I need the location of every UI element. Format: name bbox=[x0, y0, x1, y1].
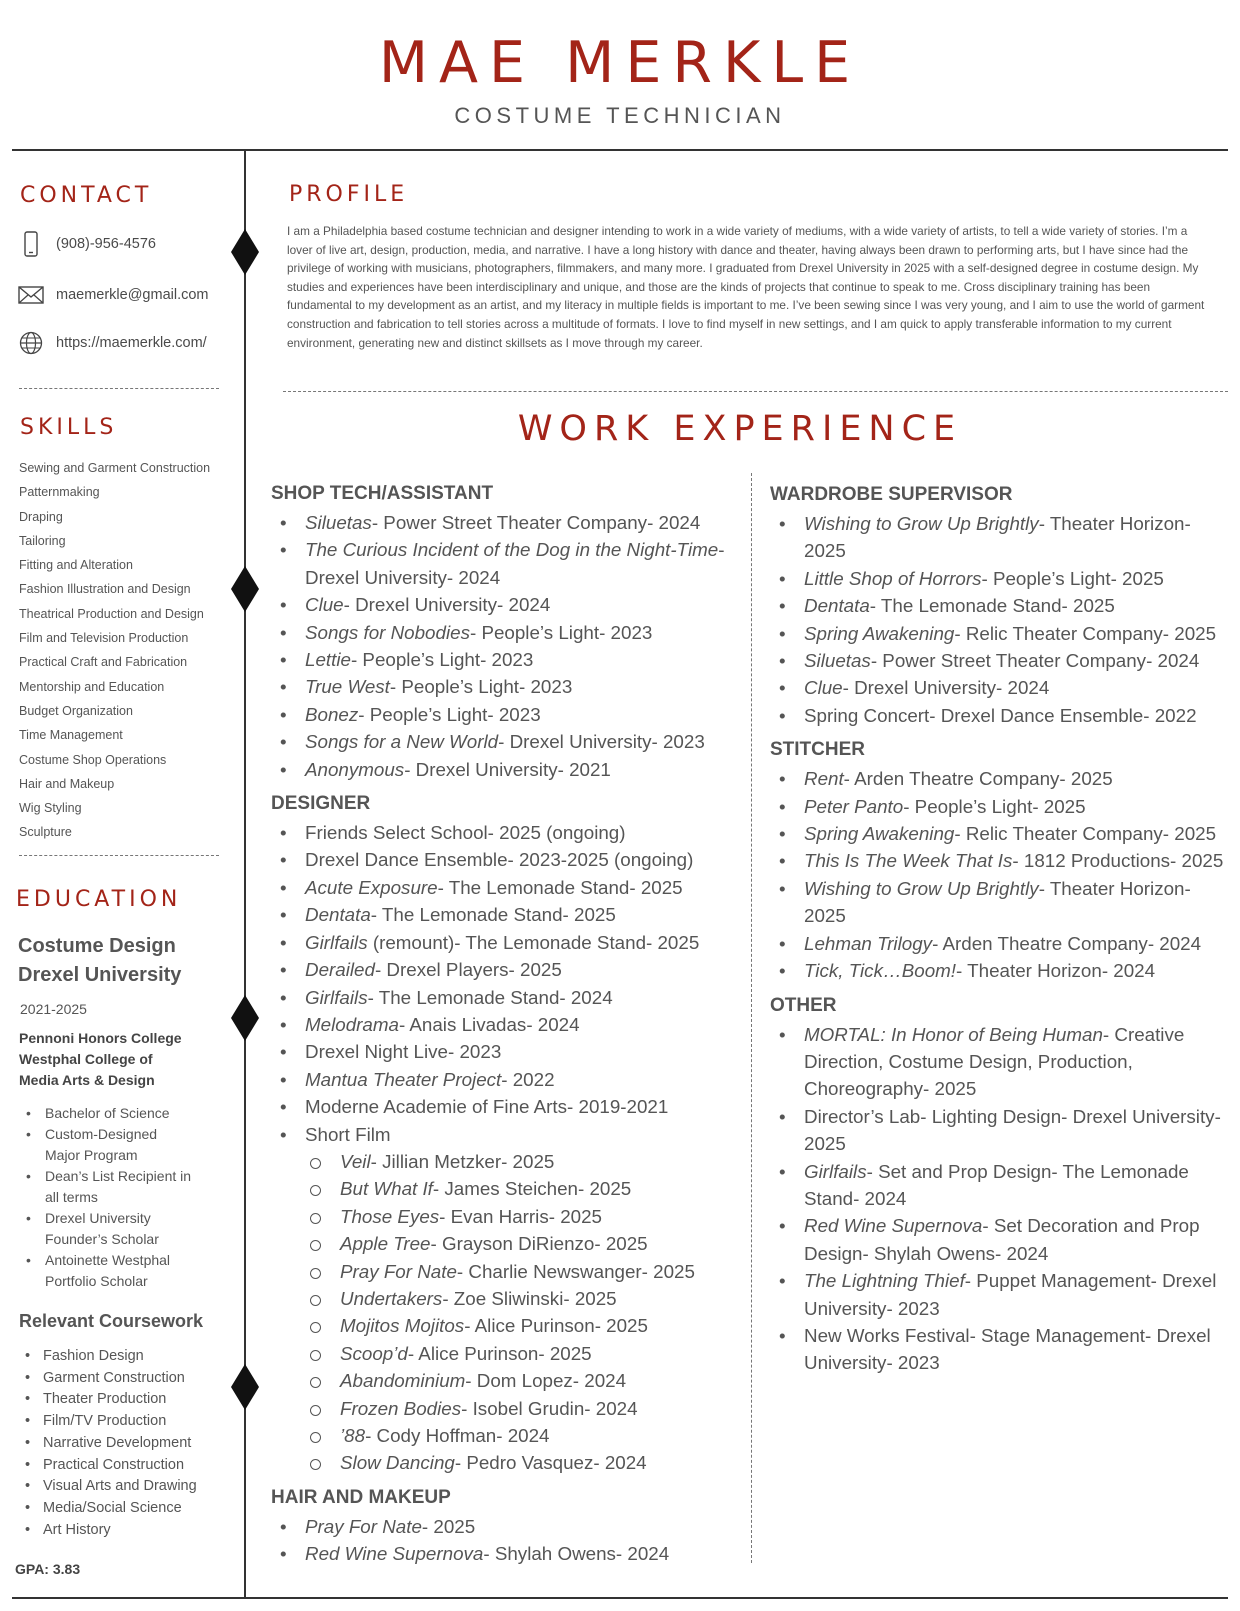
credit-item bbox=[770, 1103, 1232, 1158]
diamond-ornament bbox=[231, 566, 259, 612]
credit-details: - People’s Light- 2025 bbox=[903, 795, 1086, 817]
production-title: Those Eyes bbox=[340, 1205, 440, 1227]
stitcher-heading: STITCHER bbox=[770, 739, 865, 761]
short-film-item bbox=[305, 1285, 751, 1312]
credit-item bbox=[770, 847, 1232, 874]
work-left-column bbox=[271, 482, 751, 1577]
gpa: GPA: 3.83 bbox=[15, 1561, 81, 1577]
credit-item bbox=[770, 620, 1232, 647]
credit-item bbox=[770, 930, 1232, 957]
production-title: Derailed bbox=[305, 959, 375, 981]
short-film-item bbox=[305, 1258, 751, 1285]
education-colleges bbox=[19, 1028, 182, 1091]
production-title: Melodrama bbox=[305, 1013, 399, 1035]
credit-details: - People’s Light- 2023 bbox=[469, 621, 653, 643]
website-link[interactable]: https://maemerkle.com/ bbox=[56, 335, 207, 351]
credit-item bbox=[271, 956, 751, 983]
credit-details: - Alice Purinson- 2025 bbox=[407, 1342, 592, 1364]
skill-item: Sewing and Garment Construction bbox=[19, 461, 211, 475]
other-heading: OTHER bbox=[770, 994, 837, 1016]
credit-details: - Evan Harris- 2025 bbox=[439, 1205, 603, 1227]
credit-details: - Drexel University- 2024 bbox=[305, 539, 725, 588]
production-title: Lehman Trilogy bbox=[804, 932, 933, 954]
production-title: Songs for Nobodies bbox=[305, 621, 470, 643]
production-title: Wishing to Grow Up Brightly bbox=[804, 513, 1039, 534]
credit-details: - Drexel University- 2021 bbox=[404, 758, 611, 780]
credit-details: New Works Festival- Stage Management- Drexel University- 2023 bbox=[804, 1324, 1211, 1374]
production-title: Acute Exposure bbox=[305, 876, 438, 898]
phone-number[interactable]: (908)-956-4576 bbox=[56, 236, 156, 252]
credit-item bbox=[770, 957, 1232, 984]
production-title: Little Shop of Horrors bbox=[804, 567, 982, 589]
production-title: Siluetas bbox=[305, 512, 372, 533]
designer-list bbox=[271, 819, 751, 1477]
production-title: Girlfails bbox=[305, 931, 368, 953]
contact-email bbox=[18, 282, 209, 308]
resume-name: MAE MERKLE bbox=[378, 30, 862, 96]
education-degree bbox=[18, 932, 181, 990]
credit-item bbox=[271, 509, 751, 536]
degree-name: Costume Design bbox=[18, 935, 176, 957]
production-title: The Curious Incident of the Dog in the Night-Time bbox=[305, 539, 719, 561]
course-item: • Garment Construction bbox=[25, 1368, 197, 1390]
production-title: Clue bbox=[305, 594, 344, 616]
honor-item: • Custom-Designed Major Program bbox=[26, 1124, 176, 1166]
production-title: Tick, Tick…Boom! bbox=[804, 960, 957, 982]
credit-details: - 1812 Productions- 2025 bbox=[1012, 850, 1224, 872]
production-title: Dentata bbox=[804, 595, 870, 617]
other-list bbox=[770, 1021, 1232, 1377]
production-title: Clue bbox=[804, 677, 843, 699]
credit-details: - Isobel Grudin- 2024 bbox=[461, 1397, 638, 1419]
production-title: ’88 bbox=[340, 1425, 366, 1446]
production-title: This Is The Week That Is bbox=[804, 850, 1013, 872]
credit-details: - Theater Horizon- 2024 bbox=[956, 960, 1156, 982]
resume-job-title: COSTUME TECHNICIAN bbox=[454, 103, 786, 128]
college-line: Westphal College of bbox=[19, 1051, 153, 1067]
short-film-item bbox=[305, 1312, 751, 1339]
skills-heading: SKILLS bbox=[20, 415, 118, 440]
coursework-list bbox=[25, 1346, 197, 1541]
skill-item: Draping bbox=[19, 509, 63, 524]
globe-icon bbox=[18, 330, 44, 356]
course-item: • Theater Production bbox=[25, 1389, 197, 1411]
education-years: 2021-2025 bbox=[20, 1001, 87, 1017]
production-title: The Lightning Thief bbox=[804, 1270, 965, 1292]
production-title: Abandominium bbox=[340, 1370, 466, 1392]
wardrobe-list bbox=[770, 510, 1232, 729]
skill-item: Wig Styling bbox=[19, 801, 82, 816]
course-item: • Art History bbox=[25, 1520, 197, 1542]
credit-item bbox=[770, 1322, 1232, 1377]
credit-details: - Arden Theatre Company- 2024 bbox=[932, 932, 1202, 954]
production-title: Girlfails bbox=[305, 986, 368, 1008]
credit-item bbox=[770, 765, 1232, 792]
credit-details: - Theater Horizon- 2025 bbox=[804, 877, 1191, 927]
credit-item bbox=[271, 1540, 751, 1567]
college-line: Media Arts & Design bbox=[19, 1072, 155, 1088]
course-item: • Visual Arts and Drawing bbox=[25, 1476, 197, 1498]
diamond-ornament bbox=[231, 995, 259, 1041]
credit-item bbox=[770, 647, 1232, 674]
honor-item: • Antoinette Westphal Portfolio Scholar bbox=[26, 1250, 196, 1292]
production-title: Undertakers bbox=[340, 1287, 443, 1309]
skill-item: Costume Shop Operations bbox=[19, 752, 167, 767]
credit-details: - Theater Horizon- 2025 bbox=[804, 513, 1191, 562]
credit-details: - 2022 bbox=[501, 1068, 555, 1090]
credit-details: - Cody Hoffman- 2024 bbox=[365, 1425, 550, 1446]
credit-details: - Jillian Metzker- 2025 bbox=[370, 1150, 555, 1172]
short-film-item bbox=[305, 1395, 751, 1422]
production-title: Dentata bbox=[305, 904, 371, 926]
credit-details: - Alice Purinson- 2025 bbox=[464, 1315, 648, 1337]
credit-item bbox=[271, 1093, 751, 1120]
credit-details: - Anais Livadas- 2024 bbox=[398, 1013, 580, 1035]
shop-tech-list bbox=[271, 509, 751, 783]
production-title: Lettie bbox=[305, 649, 351, 671]
credit-item bbox=[770, 674, 1232, 701]
production-title: Red Wine Supernova bbox=[305, 1543, 484, 1565]
work-right-column bbox=[770, 483, 1232, 1386]
credit-details: (remount)- The Lemonade Stand- 2025 bbox=[367, 931, 700, 953]
credit-details: - Puppet Management- Drexel University- 2023 bbox=[804, 1270, 1217, 1319]
credit-details: - The Lemonade Stand- 2025 bbox=[437, 876, 683, 898]
shop-tech-heading: SHOP TECH/ASSISTANT bbox=[271, 483, 494, 504]
stitcher-list bbox=[770, 765, 1232, 984]
honors-list bbox=[26, 1103, 226, 1292]
credit-item bbox=[271, 929, 751, 956]
school-name: Drexel University bbox=[18, 964, 182, 986]
contact-phone bbox=[18, 231, 156, 257]
credit-details: - People’s Light- 2023 bbox=[389, 676, 573, 698]
credit-item bbox=[770, 565, 1232, 592]
production-title: Slow Dancing bbox=[340, 1452, 455, 1474]
credit-item bbox=[271, 673, 751, 700]
credit-details: - Grayson DiRienzo- 2025 bbox=[430, 1233, 648, 1255]
production-title: MORTAL: In Honor of Being Human bbox=[804, 1023, 1103, 1045]
short-film-item bbox=[305, 1203, 751, 1230]
short-film-group bbox=[271, 1121, 751, 1477]
phone-icon bbox=[18, 231, 44, 257]
education-heading: EDUCATION bbox=[16, 887, 182, 912]
skill-item: Time Management bbox=[19, 728, 123, 743]
production-title: Mojitos Mojitos bbox=[340, 1315, 465, 1337]
credit-details: - Power Street Theater Company- 2024 bbox=[371, 512, 701, 533]
credit-details: Friends Select School- 2025 (ongoing) bbox=[305, 822, 626, 844]
profile-paragraph: I am a Philadelphia based costume technician and designer intending to work in a wide variety of mediums, with a wide variety of artists, to tell a wide variety of stories. I’m a lover of live art, design, production, media, and narrative. I have a long history with dance and theater, having always been drawn to performing arts, but I have since had the privilege of working with musicians, photographers, filmmakers, and many more. I graduated from Drexel University in 2025 with a self-designed degree in costume design. My studies and experiences have been interdisciplinary and unique, and those are the kinds of projects that continue to speak to me. Cross disciplinary training has been fundamental to my development as an artist, and my literacy in multiple fields is important to me. I’ve been sewing since I was very young, and I aim to use the world of garment construction and fabrication to tell stories across a multitude of formats. I love to find myself in new settings, and I am quick to apply transferable information to my current environment, generating new and distinct skillsets as I move through my career. bbox=[287, 224, 1205, 350]
honor-item: • Drexel University Founder’s Scholar bbox=[26, 1208, 166, 1250]
skills-list bbox=[19, 456, 210, 845]
credit-item bbox=[271, 846, 751, 873]
credit-item bbox=[770, 592, 1232, 619]
credit-details: Drexel Dance Ensemble- 2023-2025 (ongoing) bbox=[305, 849, 694, 871]
production-title: Red Wine Supernova bbox=[804, 1215, 983, 1237]
credit-item bbox=[271, 1513, 751, 1540]
production-title: Veil bbox=[340, 1150, 371, 1172]
top-divider bbox=[12, 149, 1228, 151]
credit-item bbox=[271, 619, 751, 646]
hair-makeup-list bbox=[271, 1513, 751, 1568]
skill-item: Tailoring bbox=[19, 533, 66, 548]
coursework-heading: Relevant Coursework bbox=[19, 1311, 204, 1331]
credit-item bbox=[271, 874, 751, 901]
course-item: • Practical Construction bbox=[25, 1455, 197, 1477]
contact-website bbox=[18, 330, 207, 356]
skill-item: Theatrical Production and Design bbox=[19, 606, 204, 621]
work-experience-heading: WORK EXPERIENCE bbox=[517, 409, 963, 449]
credit-item bbox=[271, 646, 751, 673]
credit-details: - James Steichen- 2025 bbox=[432, 1178, 632, 1200]
short-film-item bbox=[305, 1422, 751, 1449]
column-divider bbox=[751, 473, 752, 1563]
credit-item bbox=[271, 1011, 751, 1038]
credit-details: - People’s Light- 2023 bbox=[358, 703, 541, 725]
production-title: Bonez bbox=[305, 703, 359, 725]
credit-details: Moderne Academie of Fine Arts- 2019-2021 bbox=[305, 1096, 669, 1118]
credit-details: - Zoe Sliwinski- 2025 bbox=[442, 1287, 617, 1309]
course-item: • Fashion Design bbox=[25, 1346, 197, 1368]
production-title: Pray For Nate bbox=[340, 1260, 457, 1282]
college-line: Pennoni Honors College bbox=[19, 1030, 182, 1046]
credit-item bbox=[271, 591, 751, 618]
skill-item: Film and Television Production bbox=[19, 631, 189, 646]
production-title: But What If bbox=[340, 1178, 433, 1200]
skill-item: Hair and Makeup bbox=[19, 776, 115, 791]
short-film-label: Short Film bbox=[305, 1123, 391, 1145]
credit-details: - Shylah Owens- 2024 bbox=[483, 1543, 670, 1565]
wardrobe-heading: WARDROBE SUPERVISOR bbox=[770, 484, 1013, 505]
credit-details: - Relic Theater Company- 2025 bbox=[954, 622, 1217, 644]
contact-divider bbox=[19, 388, 219, 389]
production-title: Spring Awakening bbox=[804, 823, 955, 845]
short-film-item bbox=[305, 1230, 751, 1257]
credit-item bbox=[271, 756, 751, 783]
credit-details: - Relic Theater Company- 2025 bbox=[954, 823, 1217, 845]
production-title: Siluetas bbox=[804, 650, 871, 672]
credit-details: Director’s Lab- Lighting Design- Drexel University- 2025 bbox=[804, 1105, 1221, 1155]
production-title: Mantua Theater Project bbox=[305, 1068, 502, 1090]
production-title: Apple Tree bbox=[340, 1233, 431, 1255]
credit-details: Drexel Night Live- 2023 bbox=[305, 1041, 502, 1063]
credit-item bbox=[770, 702, 1232, 729]
skills-divider bbox=[19, 855, 219, 856]
credit-details: - Drexel University- 2023 bbox=[498, 731, 705, 753]
production-title: Girlfails bbox=[804, 1160, 867, 1182]
short-film-list bbox=[305, 1148, 751, 1477]
credit-details: - 2025 bbox=[421, 1515, 476, 1537]
honor-item: • Dean’s List Recipient in all terms bbox=[26, 1166, 196, 1208]
production-title: Pray For Nate bbox=[305, 1515, 422, 1537]
credit-details: - Creative Direction, Costume Design, Production, Choreography- 2025 bbox=[804, 1023, 1185, 1100]
credit-item bbox=[271, 1066, 751, 1093]
course-item: • Media/Social Science bbox=[25, 1498, 197, 1520]
production-title: Rent bbox=[804, 768, 844, 790]
credit-item bbox=[770, 793, 1232, 820]
credit-item bbox=[770, 875, 1232, 930]
email-link[interactable]: maemerkle@gmail.com bbox=[56, 287, 209, 303]
hair-makeup-heading: HAIR AND MAKEUP bbox=[271, 1486, 451, 1508]
course-item: • Narrative Development bbox=[25, 1433, 197, 1455]
credit-details: - The Lemonade Stand- 2025 bbox=[869, 595, 1115, 617]
production-title: Scoop’d bbox=[340, 1342, 408, 1364]
skill-item: Practical Craft and Fabrication bbox=[19, 655, 188, 670]
skill-item: Fitting and Alteration bbox=[19, 558, 133, 573]
honor-item: • Bachelor of Science bbox=[26, 1103, 226, 1124]
profile-heading: PROFILE bbox=[289, 182, 409, 207]
credit-item bbox=[770, 1267, 1232, 1322]
credit-item bbox=[271, 1038, 751, 1065]
credit-item bbox=[770, 1158, 1232, 1213]
credit-item bbox=[271, 728, 751, 755]
credit-details: - Set and Prop Design- The Lemonade Stand- 2024 bbox=[804, 1160, 1189, 1209]
credit-item bbox=[271, 819, 751, 846]
production-title: True West bbox=[305, 676, 390, 698]
credit-details: - The Lemonade Stand- 2024 bbox=[367, 986, 613, 1008]
credit-details: - Pedro Vasquez- 2024 bbox=[454, 1452, 647, 1474]
short-film-item bbox=[305, 1175, 751, 1202]
credit-details: - Arden Theatre Company- 2025 bbox=[843, 768, 1113, 790]
credit-details: - People’s Light- 2023 bbox=[350, 649, 534, 671]
skill-item: Mentorship and Education bbox=[19, 679, 165, 694]
credit-item bbox=[770, 820, 1232, 847]
credit-details: - Drexel Players- 2025 bbox=[374, 959, 562, 981]
profile-divider bbox=[283, 391, 1228, 392]
credit-item bbox=[271, 901, 751, 928]
diamond-ornament bbox=[231, 229, 259, 275]
credit-item bbox=[271, 984, 751, 1011]
short-film-item bbox=[305, 1449, 751, 1476]
production-title: Spring Awakening bbox=[804, 622, 955, 644]
credit-item bbox=[271, 701, 751, 728]
credit-item bbox=[271, 536, 751, 591]
credit-details: - Charlie Newswanger- 2025 bbox=[456, 1260, 695, 1282]
production-title: Wishing to Grow Up Brightly bbox=[804, 877, 1039, 899]
skill-item: Sculpture bbox=[19, 825, 72, 840]
credit-details: - Drexel University- 2024 bbox=[842, 677, 1050, 699]
credit-item bbox=[770, 1021, 1232, 1103]
credit-details: - Dom Lopez- 2024 bbox=[465, 1370, 627, 1392]
skill-item: Budget Organization bbox=[19, 703, 133, 718]
production-title: Songs for a New World bbox=[305, 731, 499, 753]
contact-heading: CONTACT bbox=[20, 183, 153, 208]
skill-item: Patternmaking bbox=[19, 485, 100, 500]
credit-item bbox=[770, 1212, 1232, 1267]
short-film-item bbox=[305, 1340, 751, 1367]
production-title: Peter Panto bbox=[804, 795, 904, 817]
short-film-item bbox=[305, 1367, 751, 1394]
designer-heading: DESIGNER bbox=[271, 793, 371, 815]
production-title: Anonymous bbox=[305, 758, 405, 780]
skill-item: Fashion Illustration and Design bbox=[19, 582, 191, 597]
bottom-divider bbox=[12, 1597, 1228, 1599]
short-film-item bbox=[305, 1148, 751, 1175]
production-title: Frozen Bodies bbox=[340, 1397, 462, 1419]
course-item: • Film/TV Production bbox=[25, 1411, 197, 1433]
credit-details: - Power Street Theater Company- 2024 bbox=[870, 650, 1200, 672]
diamond-ornament bbox=[231, 1364, 259, 1410]
credit-details: - The Lemonade Stand- 2025 bbox=[370, 904, 616, 926]
credit-details: - Set Decoration and Prop Design- Shylah Owens- 2024 bbox=[804, 1215, 1200, 1264]
credit-details: - People’s Light- 2025 bbox=[981, 567, 1164, 589]
credit-details: - Drexel University- 2024 bbox=[343, 594, 551, 616]
credit-item bbox=[770, 510, 1232, 565]
envelope-icon bbox=[18, 282, 44, 308]
credit-details: Spring Concert- Drexel Dance Ensemble- 2022 bbox=[804, 704, 1197, 726]
